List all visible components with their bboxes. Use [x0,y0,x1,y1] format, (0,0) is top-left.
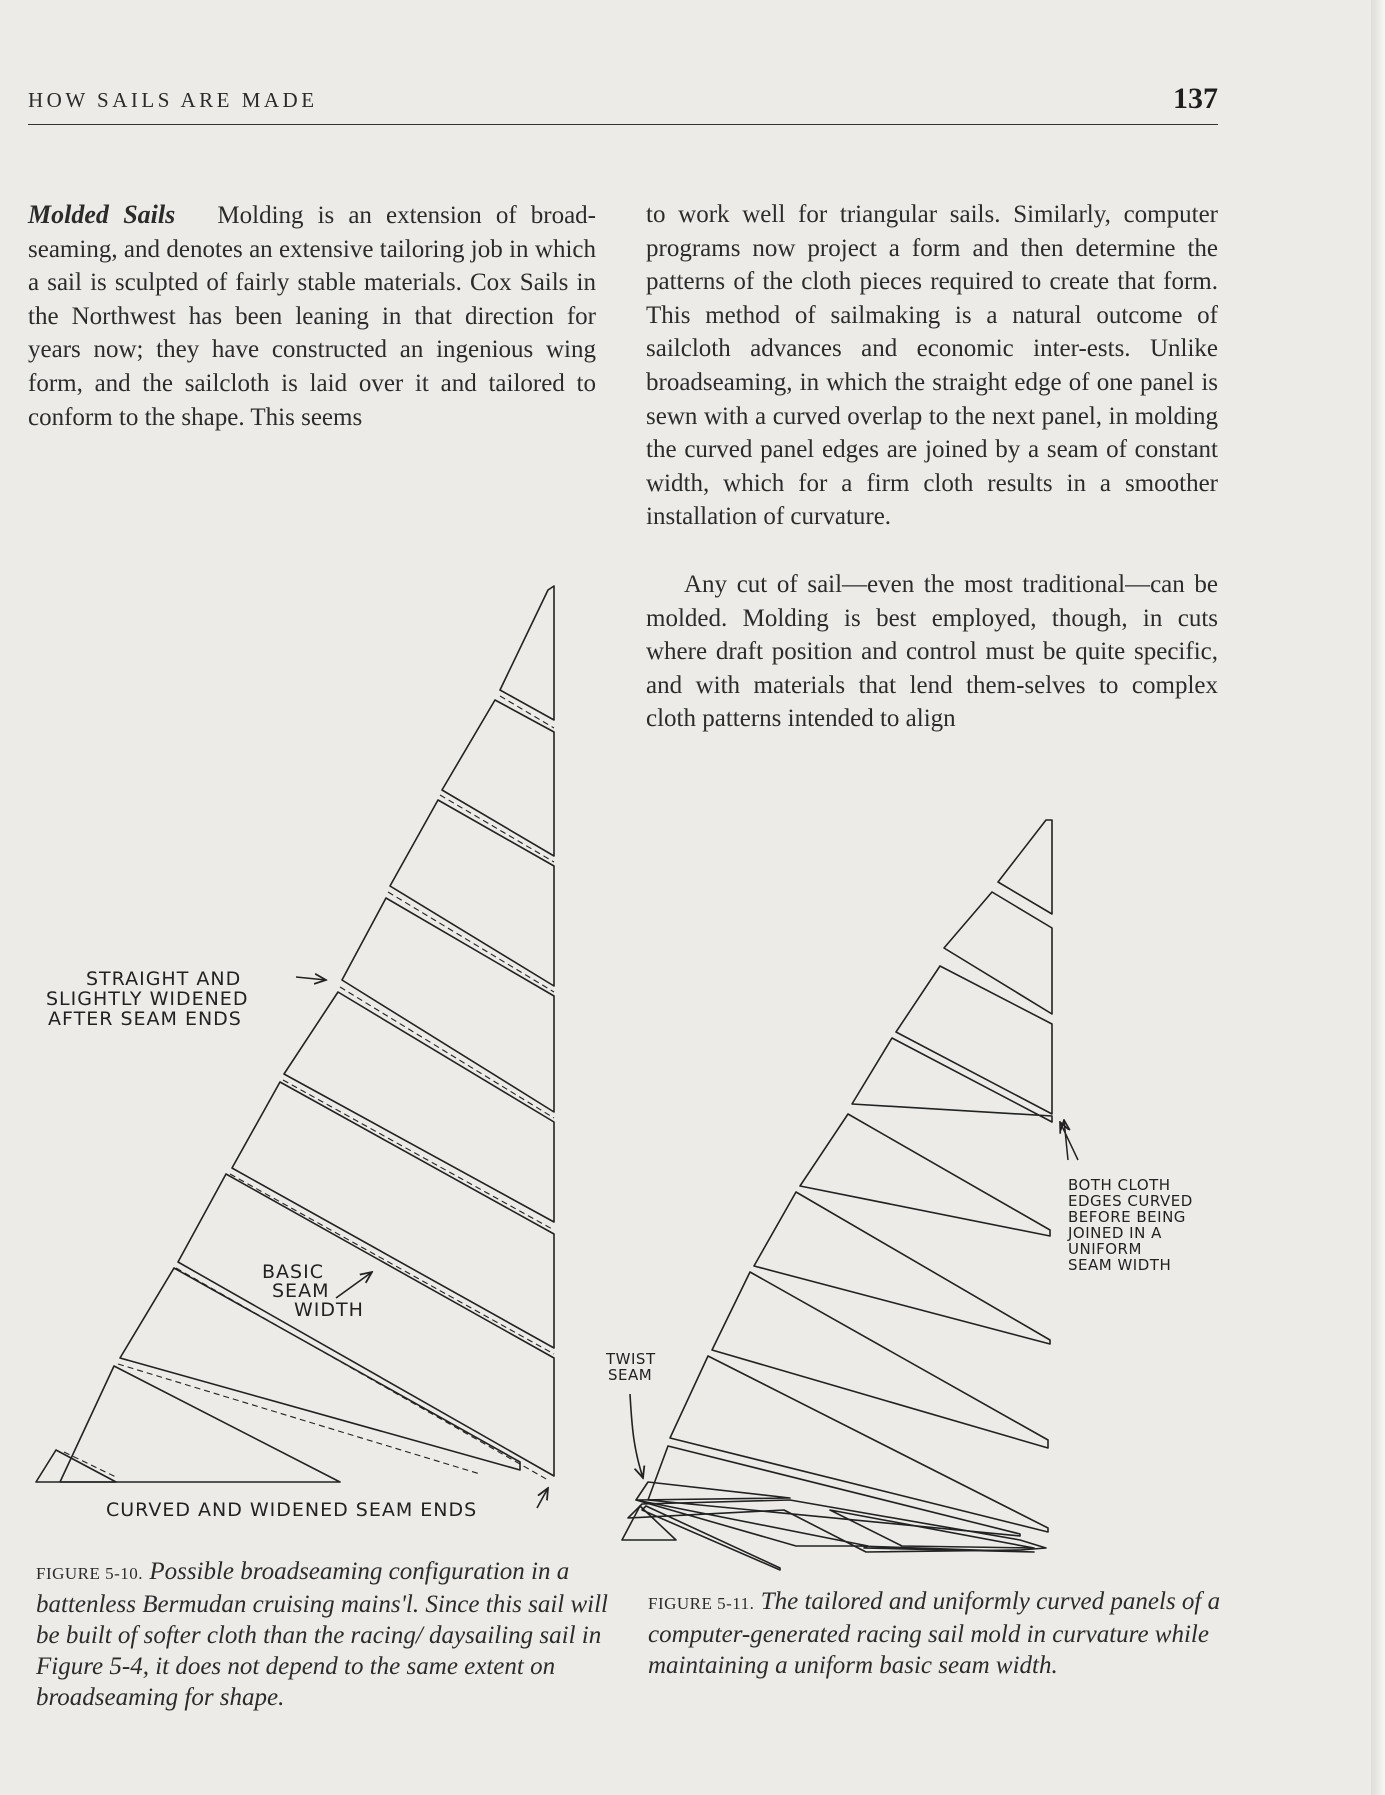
run-in-heading: Molded Sails [28,200,176,229]
page-number: 137 [1173,82,1218,115]
sail-panel [342,898,554,1112]
label-straight-line-2: SLIGHTLY WIDENED [46,988,249,1010]
seam-dashed [500,696,554,728]
sail-panel [622,1506,676,1540]
running-head: HOW SAILS ARE MADE [28,88,318,112]
figure-5-11-caption-text: The tailored and uniformly curved panels of a computer-generated racing sail mold in curvature while maintaining a uniform basic seam width. [648,1588,1221,1679]
label-twist-line-2: SEAM [608,1366,653,1384]
arrow-both-1 [1060,1122,1078,1160]
seam-dashed [388,892,554,992]
arrow-straight [296,977,326,980]
seam-dashed [340,987,554,1118]
label-both-line-1: BOTH CLOTH [1068,1176,1171,1194]
body-column-right-para-2: Any cut of sail—even the most traditional—can be molded. Molding is best employed, though, in cuts where draft position and control must be quite specific, and with materials that lend them-selves to complex cloth patterns intended to align [646,571,1218,733]
sail-panel [36,1450,116,1482]
arrow-both-2 [1064,1120,1068,1160]
seam-dashed [283,1080,554,1230]
label-both-line-4: JOINED IN A [1068,1224,1162,1242]
label-basic-line-2: SEAM [272,1280,330,1302]
sail-panel [754,1192,1050,1344]
sail-panel [178,1174,554,1476]
arrow-twist [630,1394,643,1478]
figure-5-10-labels [46,968,477,1521]
body-column-right-para-1: to work well for triangular sails. Similarly, computer programs now project a form and then determine the patterns of the cloth pieces required to create that form. This method of sailmaking is a natural outcome of sailcloth advances and economic inter-ests. Unlike broadseaming, in which the straight edge of one panel is sewn with a curved overlap to the next panel, in molding the curved panel edges are joined by a seam of constant width, which for a firm cloth results in a smoother installation of curvature. [646,201,1218,531]
sail-panel [896,966,1052,1114]
label-both-line-5: UNIFORM [1068,1240,1142,1258]
figure-5-10-caption-text: Possible broadseaming configuration in a battenless Bermudan cruising mains'l. Since this sail will be built of softer cloth than the racing/ daysailing sail in Figure 5-4, it does not depend to the same extent on broadseaming for shape. [36,1558,608,1711]
sail-panel [60,1366,340,1482]
label-straight-line-1: STRAIGHT AND [86,968,242,990]
figure-5-10-caption [36,1556,616,1713]
sail-panel [648,1446,1020,1536]
figure-5-11-sail [622,820,1052,1570]
label-curved: CURVED AND WIDENED SEAM ENDS [106,1499,478,1521]
figure-5-10-sail [36,586,554,1482]
sail-panel [442,700,554,856]
label-basic-line-3: WIDTH [294,1299,364,1321]
sail-panel [500,586,554,720]
seam-dashed [440,795,554,862]
figure-5-10-caption-label: FIGURE 5-10. [36,1564,144,1583]
label-straight-line-3: AFTER SEAM ENDS [48,1008,242,1030]
sail-panel [232,1082,554,1348]
label-basic-line-1: BASIC [262,1261,324,1283]
seam-dashed [118,1364,480,1474]
figure-5-11-labels [605,1176,1193,1384]
sail-panel [800,1114,1050,1236]
sail-panel [670,1356,1048,1532]
label-both-line-6: SEAM WIDTH [1068,1256,1172,1274]
figure-5-11-caption-label: FIGURE 5-11. [648,1594,755,1613]
label-both-line-3: BEFORE BEING [1068,1208,1186,1226]
figure-5-11-caption [648,1586,1228,1681]
sail-panel [830,1510,1034,1548]
arrow-basic [336,1272,372,1298]
arrow-curved [537,1488,548,1508]
sail-panel [390,800,554,986]
label-both-line-2: EDGES CURVED [1068,1192,1193,1210]
sail-panel [636,1482,790,1500]
body-text-left: Molding is an extension of broad-seaming, and denotes an extensive tailoring job in which a sail is sculpted of fairly stable materials. Cox Sails in the Northwest has been leaning in that direction for years now; they have constructed an ingenious wing form, and the sailcloth is laid over it and tailored to conform to the shape. This seems [28,202,596,431]
sail-panel [852,1038,1052,1122]
label-twist-line-1: TWIST [606,1350,656,1368]
